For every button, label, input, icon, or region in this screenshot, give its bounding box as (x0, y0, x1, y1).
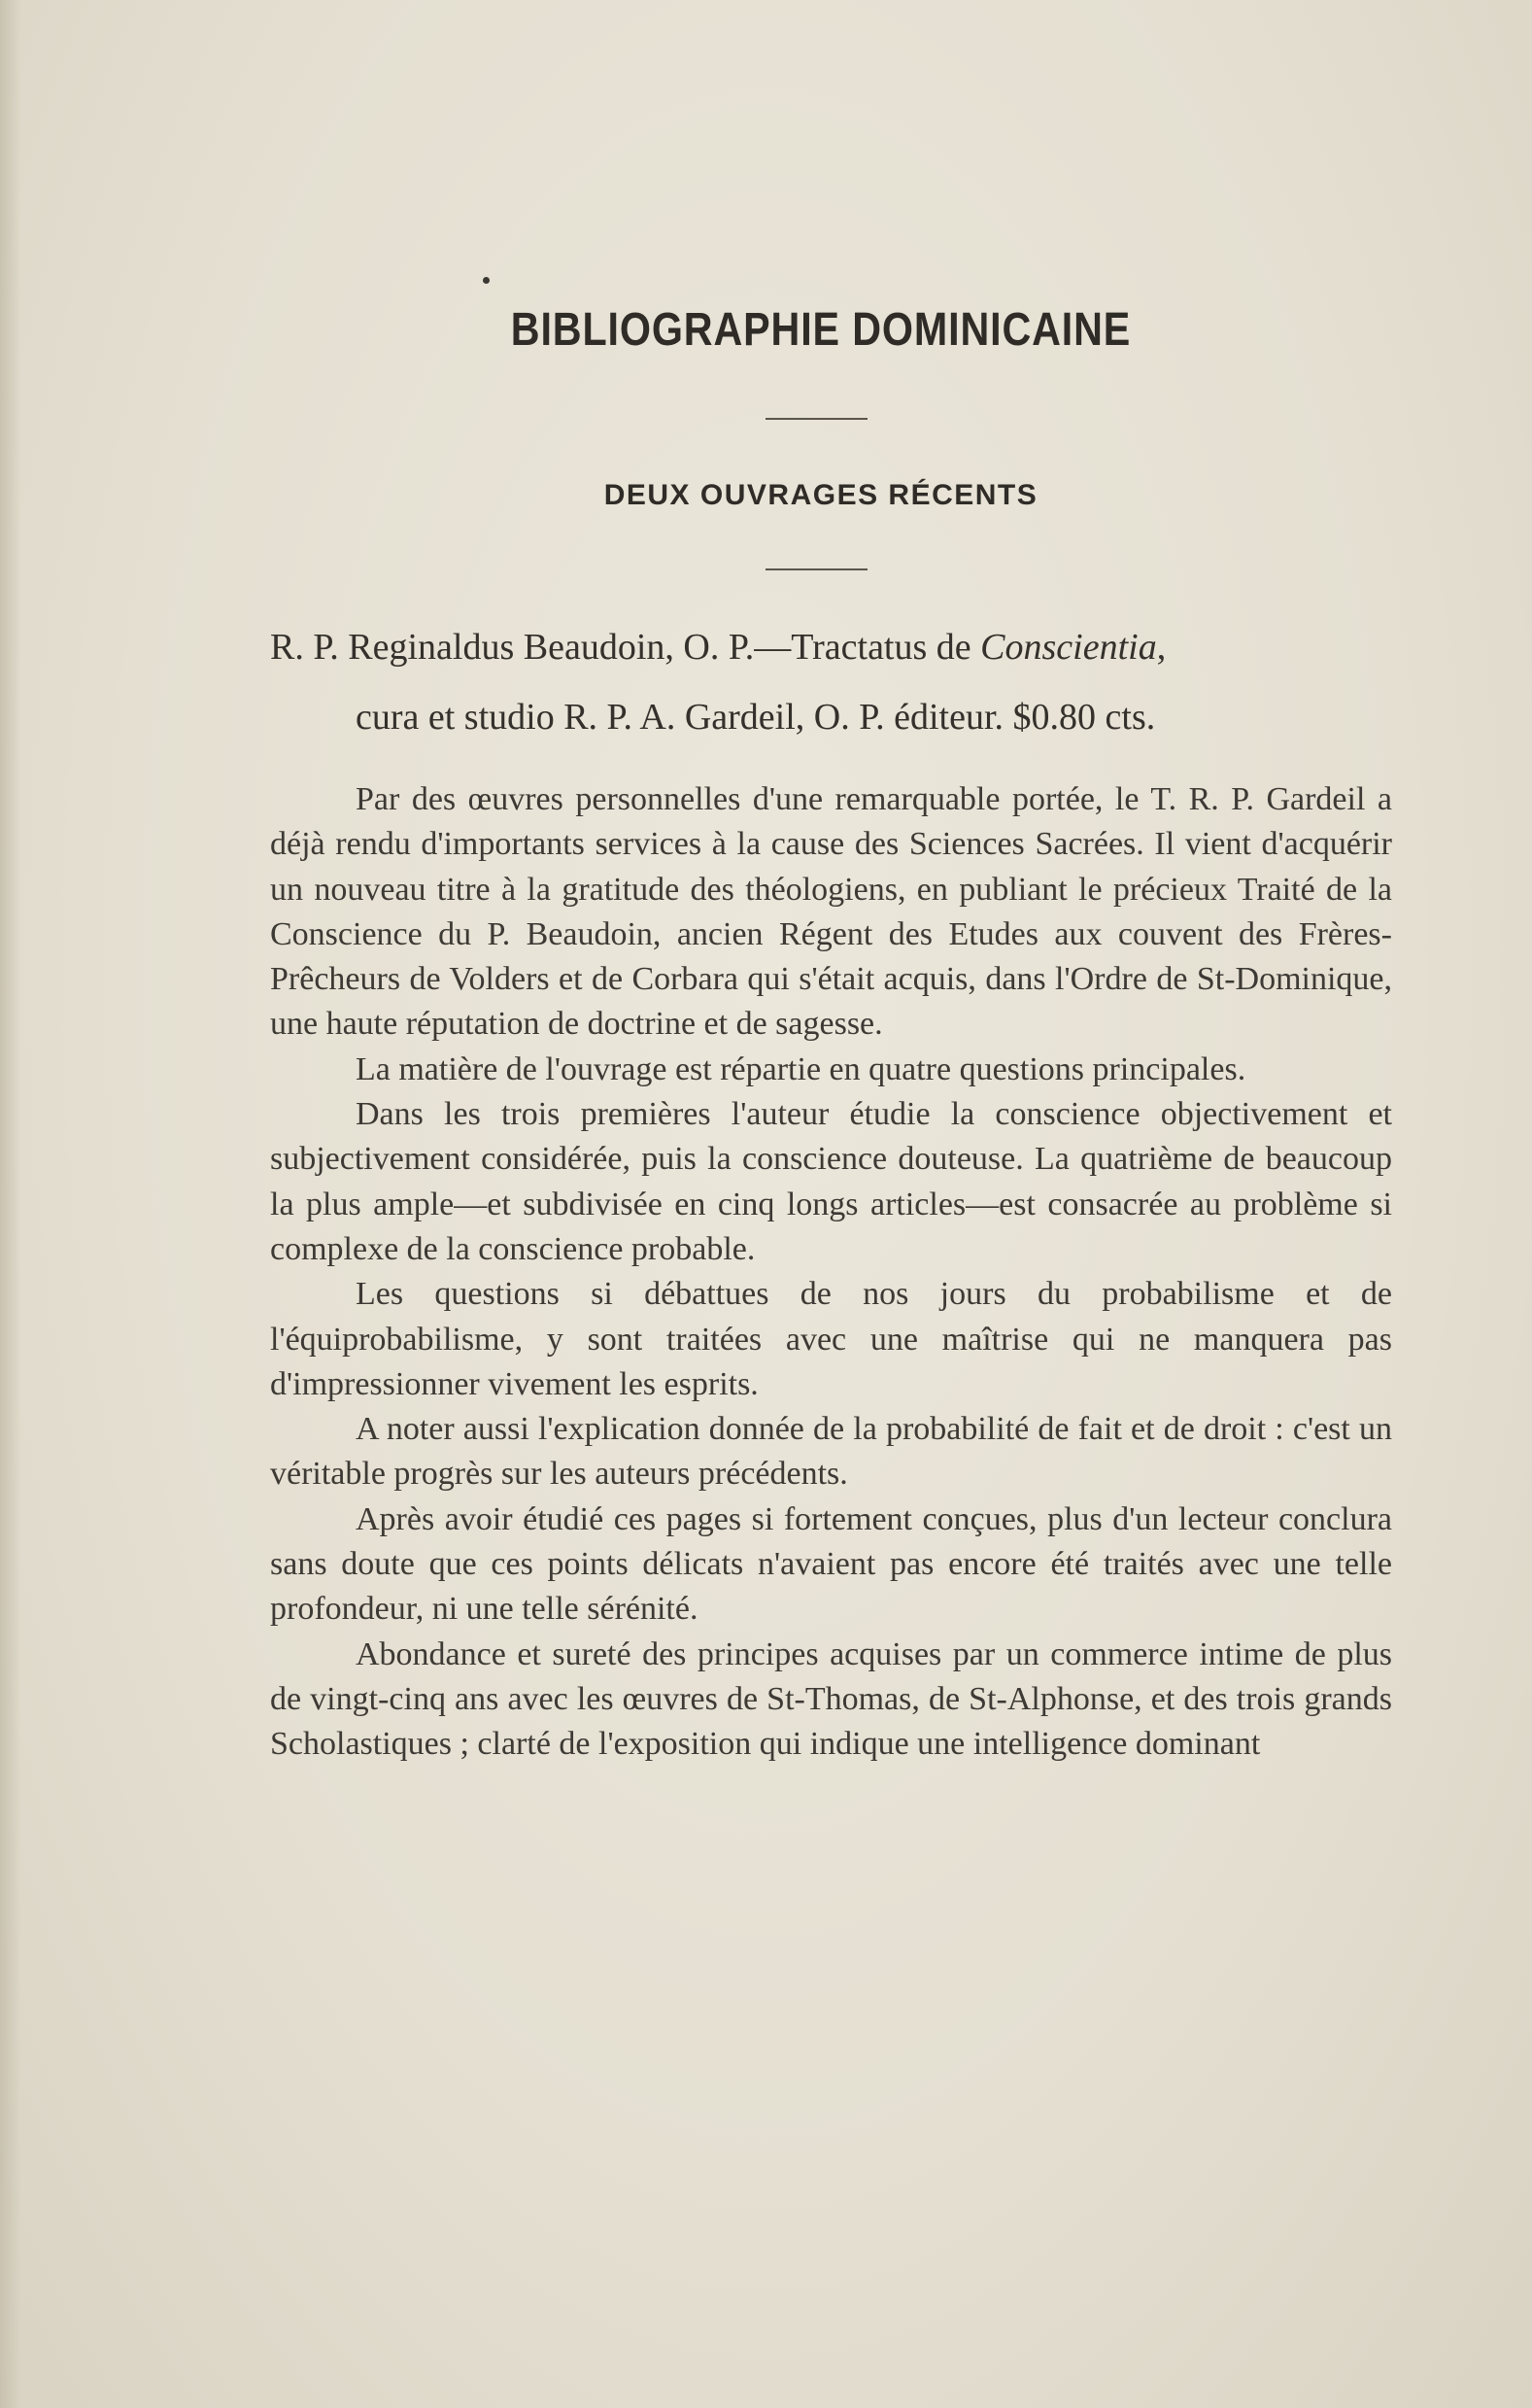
citation-line-2: cura et studio R. P. A. Gardeil, O. P. éditeur. $0.80 cts. (356, 697, 1156, 738)
paragraph: Après avoir étudié ces pages si fortement conçues, plus d'un lecteur conclura sans doute que ces points délicats n'avaient pas encore été traités avec une telle profondeur, ni une telle sérénité. (270, 1500, 1392, 1628)
paragraph: La matière de l'ouvrage est répartie en quatre questions principales. (356, 1050, 1246, 1087)
spine-shadow (0, 0, 21, 2408)
paragraph: Les questions si débattues de nos jours du probabilisme et de l'équiprobabilisme, y sont traitées avec une maîtrise qui ne manquera pas d'impressionner vivement les esprits. (270, 1276, 1392, 1402)
title-divider (766, 418, 868, 420)
paragraph: A noter aussi l'explication donnée de la probabilité de fait et de droit : c'est un véritable progrès sur les auteurs précédents. (270, 1411, 1392, 1493)
section-subtitle (0, 479, 1532, 512)
citation-comma: , (1156, 627, 1167, 668)
citation-author: R. P. Reginaldus Beaudoin, O. P.—Tractatus de (270, 627, 981, 668)
citation-title-italic: Conscientia (980, 627, 1157, 668)
section-subtitle-text: DEUX OUVRAGES RÉCENTS (603, 479, 1038, 511)
paragraph: Par des œuvres personnelles d'une remarquable portée, le T. R. P. Gardeil a déjà rendu d'importants services à la cause des Sciences Sacrées. Il vient d'acquérir un nouveau titre à la gratitude des théologiens, en publiant le précieux Traité de la Conscience du P. Beaudoin, ancien Régent des Etudes aux couvent des Frères-Prêcheurs de Volders et de Corbara qui s'était acquis, dans l'Ordre de St-Dominique, une haute réputation de doctrine et de sagesse. (270, 781, 1392, 1043)
paragraph: Abondance et sureté des principes acquises par un commerce intime de plus de vingt-cinq ans avec les œuvres de St-Thomas, de St-Alphonse, et des trois grands Scholastiques ; clarté de l'exposition qui indique une intelligence dominant (270, 1635, 1392, 1763)
citation-line-1 (270, 612, 1397, 682)
page-title-text: BIBLIOGRAPHIE DOMINICAINE (510, 304, 1132, 356)
ink-dot (483, 277, 490, 284)
paragraph: Dans les trois premières l'auteur étudie la conscience objectivement et subjectivement considérée, puis la conscience douteuse. La quatrième de beaucoup la plus ample—et subdivisée en cinq longs articles—est consacrée au problème si complexe de la conscience probable. (270, 1096, 1392, 1267)
page-title (115, 303, 1432, 357)
book-citation (270, 612, 1397, 752)
review-body (270, 777, 1392, 1768)
subtitle-divider (766, 568, 868, 570)
